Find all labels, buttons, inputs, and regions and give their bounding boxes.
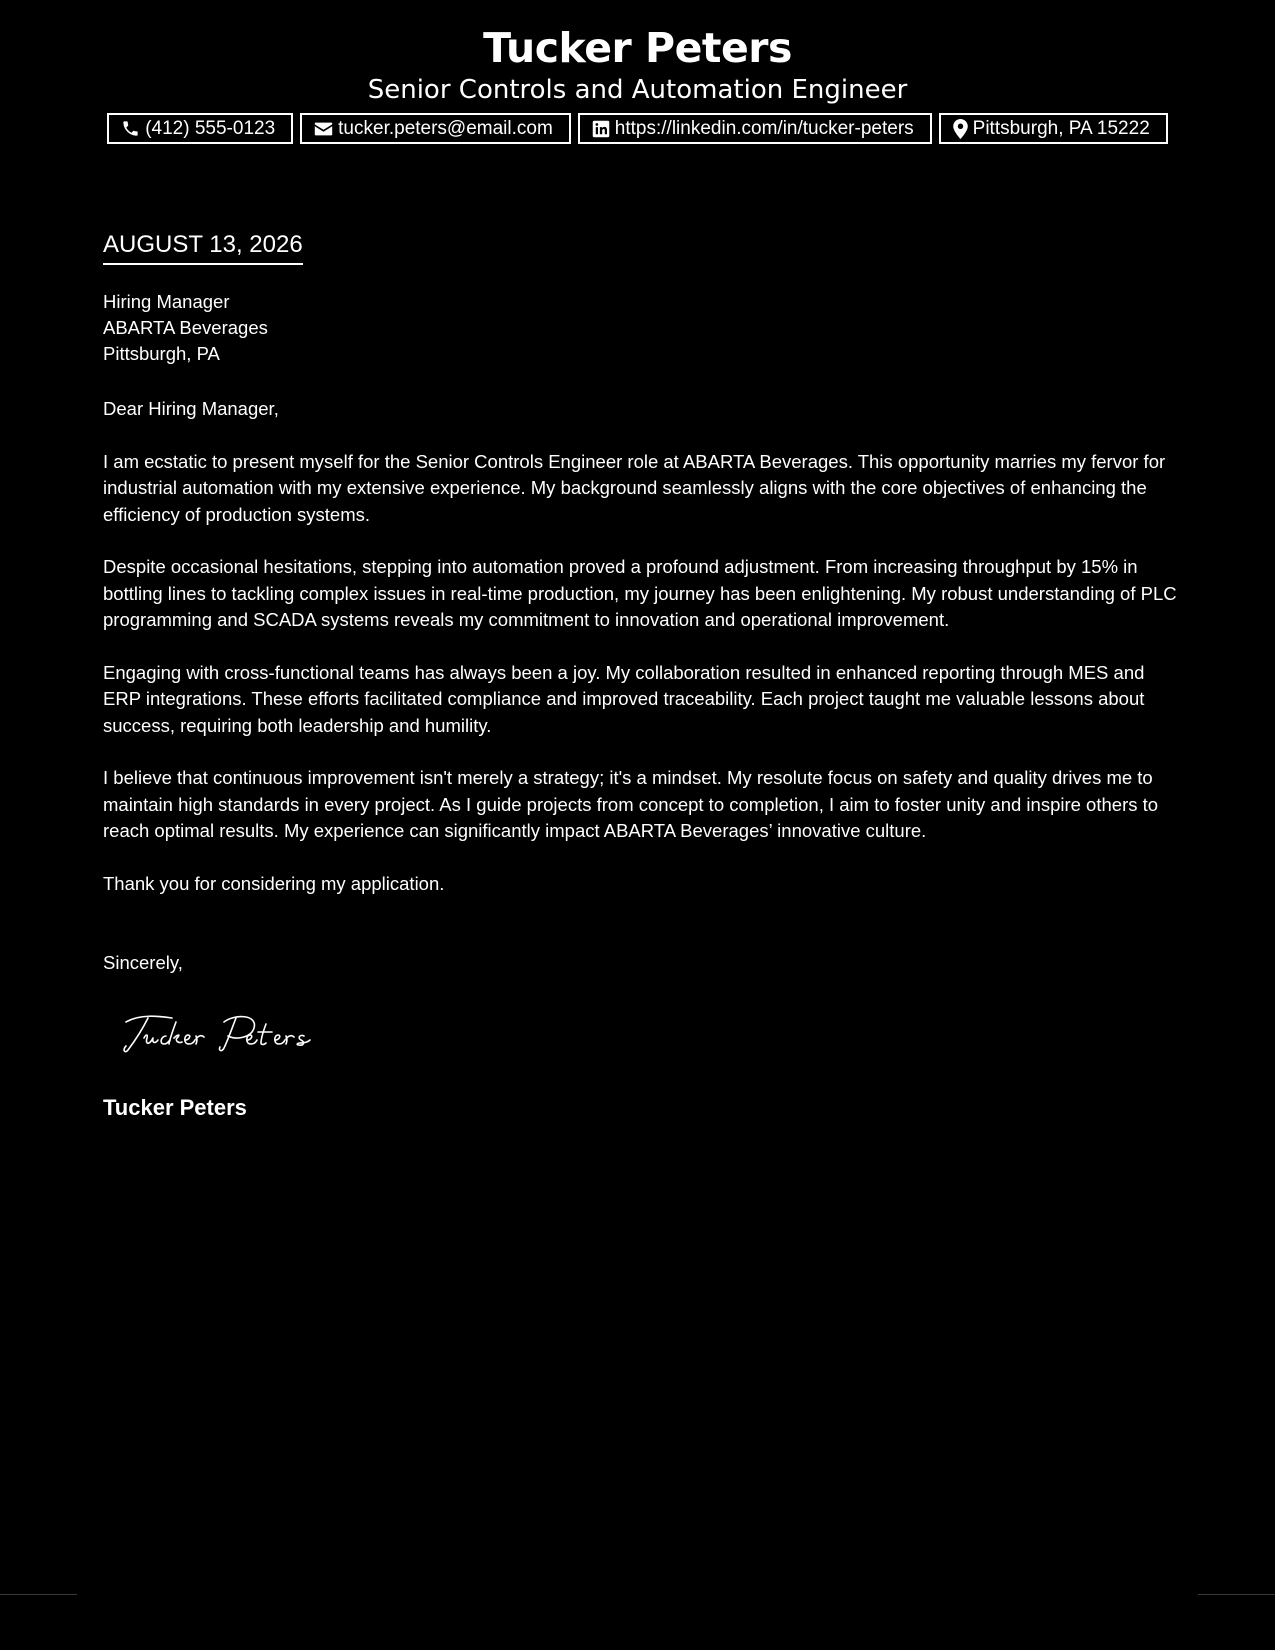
footer-rule-right	[1198, 1594, 1275, 1595]
handwritten-signature	[120, 1008, 350, 1067]
contact-bar	[0, 113, 1275, 144]
envelope-icon	[314, 121, 333, 137]
recipient-block	[103, 289, 268, 367]
contact-location[interactable]	[939, 113, 1168, 144]
linkedin-icon	[592, 120, 610, 138]
contact-email[interactable]	[300, 113, 571, 144]
contact-email-text: tucker.peters@email.com	[338, 117, 553, 139]
applicant-title: Senior Controls and Automation Engineer	[367, 75, 908, 105]
applicant-name: Tucker Peters	[483, 24, 792, 72]
signature-graphic	[120, 1008, 350, 1062]
recipient-location: Pittsburgh, PA	[103, 343, 220, 364]
body-paragraph-3: Engaging with cross-functional teams has always been a joy. My collaboration resulted in enhanced reporting through MES and ERP integrations. These efforts facilitated compliance and improved traceability. Each project taught me valuable lessons about success, requiring both leadership and humility.	[103, 661, 1145, 736]
body-paragraph-2: Despite occasional hesitations, stepping into automation proved a profound adjustment. From increasing throughput by 15% in bottling lines to tackling complex issues in real-time production, my journey has been enlightening. My robust understanding of PLC programming and SCADA systems reveals my commitment to innovation and operational improvement.	[103, 556, 1177, 630]
body-paragraph-5: Thank you for considering my application.	[103, 872, 445, 894]
closing: Sincerely,	[103, 952, 183, 973]
map-pin-icon	[953, 119, 968, 139]
letter-header	[0, 22, 1275, 106]
recipient-title: Hiring Manager	[103, 291, 230, 312]
recipient-company: ABARTA Beverages	[103, 317, 268, 338]
salutation: Dear Hiring Manager,	[103, 398, 279, 419]
body-paragraph-1: I am ecstatic to present myself for the Senior Controls Engineer role at ABARTA Beverages. This opportunity marries my fervor for industrial automation with my extensive experience. My background seamlessly aligns with the core objectives of enhancing the efficiency of production systems.	[103, 450, 1166, 525]
letter-date: AUGUST 13, 2026	[103, 230, 303, 265]
contact-phone[interactable]	[107, 113, 293, 144]
footer-rule-left	[0, 1594, 77, 1595]
contact-linkedin-text: https://linkedin.com/in/tucker-peters	[614, 117, 914, 139]
contact-location-text: Pittsburgh, PA 15222	[972, 117, 1150, 139]
letter-body	[103, 396, 1183, 923]
signer-name: Tucker Peters	[103, 1095, 247, 1120]
contact-linkedin[interactable]	[578, 113, 932, 144]
phone-icon	[121, 119, 140, 138]
body-paragraph-4: I believe that continuous improvement isn't merely a strategy; it's a mindset. My resolute focus on safety and quality drives me to maintain high standards in every project. As I guide projects from concept to completion, I aim to foster unity and inspire others to reach optimal results. My experience can significantly impact ABARTA Beverages’ innovative culture.	[103, 767, 1159, 841]
contact-phone-text: (412) 555-0123	[145, 117, 276, 139]
